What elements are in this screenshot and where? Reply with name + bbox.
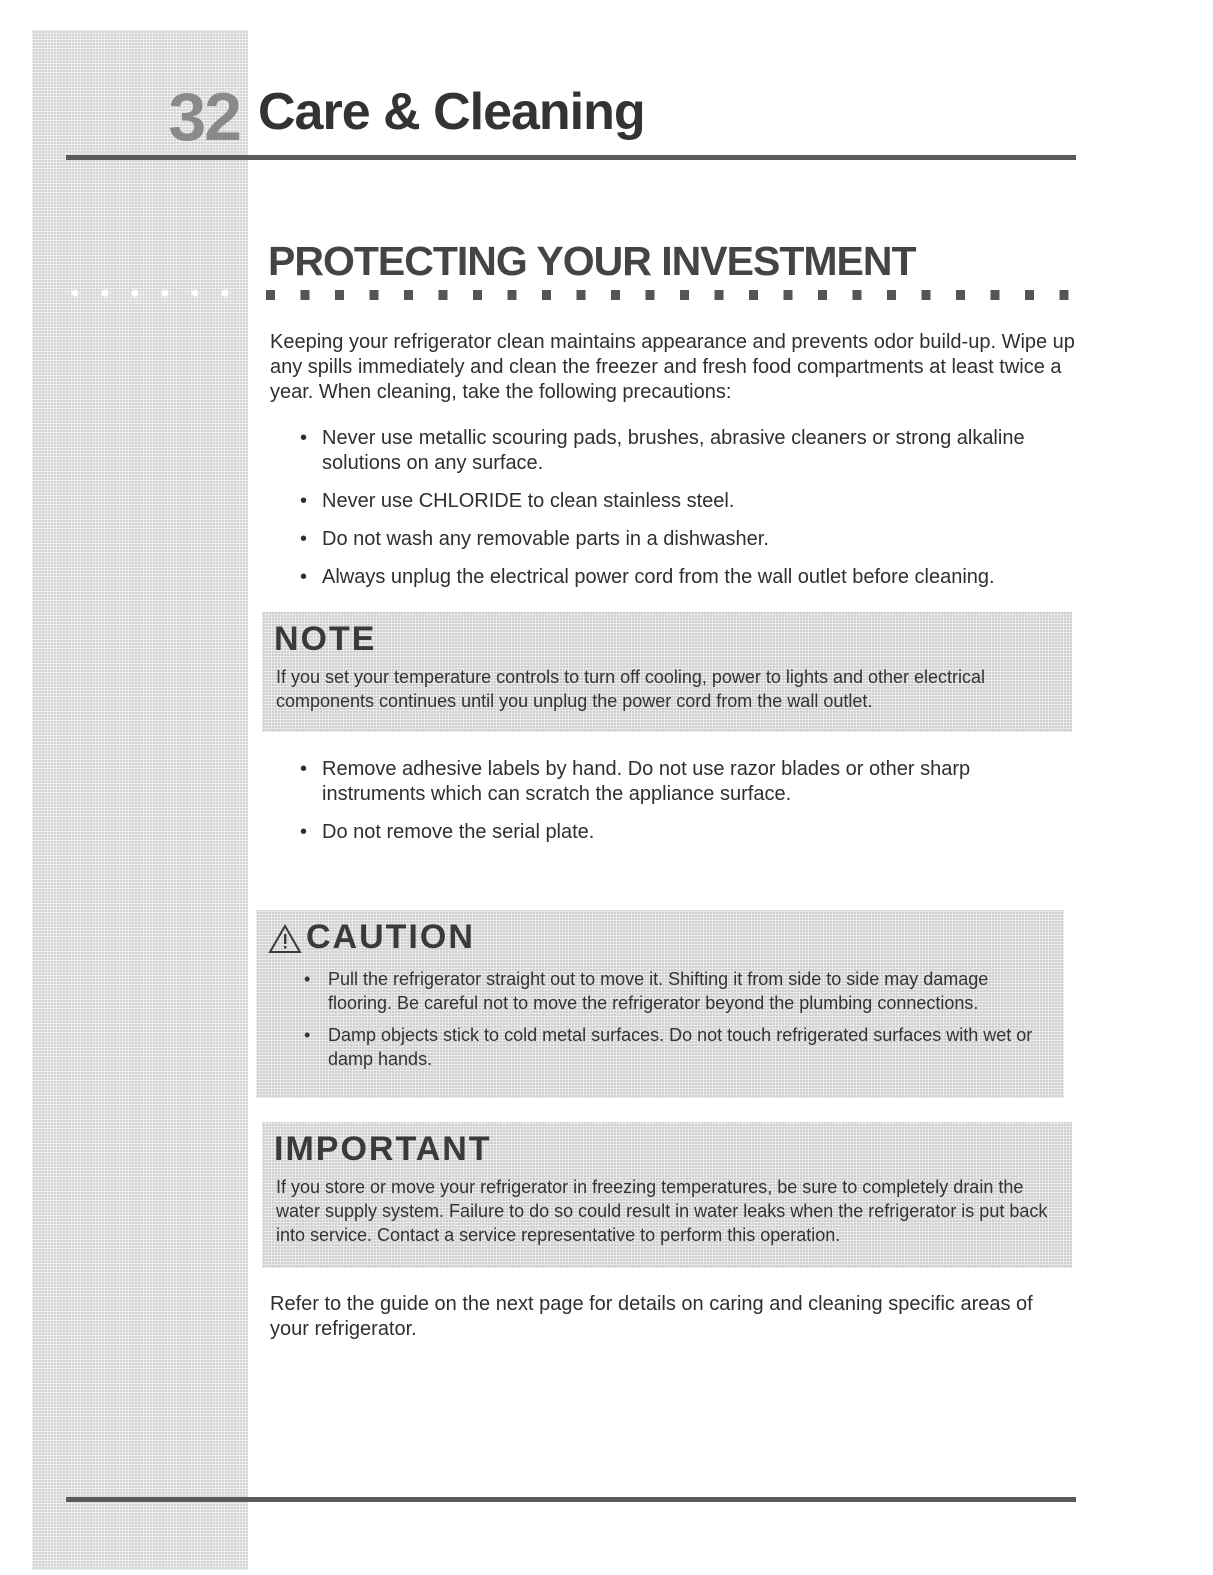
important-text: If you store or move your refrigerator in freezing temperatures, be sure to completely drain the water supply system. Failure to do so could result in water leaks when the refrigerator is put back into service. Contact a service representative to perform this operation. [276,1177,1048,1245]
header-rule [66,155,1076,160]
bullet-icon: • [304,969,311,989]
list-item: • Damp objects stick to cold metal surfaces. Do not touch refrigerated surfaces with wet or damp hands. [304,1025,1033,1069]
list-item: • Pull the refrigerator straight out to move it. Shifting it from side to side may damage flooring. Be careful not to move the refrigerator beyond the plumbing connections. [304,969,989,1013]
footer-rule [66,1497,1076,1502]
precautions-list [300,426,1076,603]
caution-title: CAUTION [306,918,475,956]
caution-title-row [256,910,1064,957]
outro-paragraph: Refer to the guide on the next page for details on caring and cleaning specific areas of your refrigerator. [270,1293,1033,1340]
important-title: IMPORTANT [274,1130,492,1168]
bullet-icon: • [300,566,308,588]
important-box [262,1122,1072,1268]
list-item: • Never use metallic scouring pads, brushes, abrasive cleaners or strong alkaline solutions on any surface. [300,427,1025,474]
page-number: 32 [168,79,240,155]
note-box [262,612,1072,732]
bullet-icon: • [300,758,308,780]
intro-paragraph: Keeping your refrigerator clean maintains appearance and prevents odor build-up. Wipe up any spills immediately and clean the freezer and fresh food compartments at least twice a year. When cleaning, take the following precautions: [270,331,1075,403]
bullet-icon: • [304,1025,311,1045]
list-item: • Do not wash any removable parts in a dishwasher. [300,528,769,550]
bullet-icon: • [300,821,308,843]
decorative-dots [60,286,240,300]
bullet-icon: • [300,427,308,449]
list-item: • Do not remove the serial plate. [300,821,595,843]
list-item: • Never use CHLORIDE to clean stainless steel. [300,490,735,512]
note-title: NOTE [274,620,377,658]
list-item: • Always unplug the electrical power cord from the wall outlet before cleaning. [300,566,995,588]
warning-triangle-icon [268,924,302,954]
sidebar-pattern [32,30,248,1570]
caution-box [256,910,1064,1098]
additional-precautions-list [300,757,1076,858]
section-heading: PROTECTING YOUR INVESTMENT [268,238,916,284]
note-text: If you set your temperature controls to turn off cooling, power to lights and other electrical components continues until you unplug the power cord from the wall outlet. [276,667,986,711]
bullet-icon: • [300,528,308,550]
page-title: Care & Cleaning [258,83,645,141]
list-item: • Remove adhesive labels by hand. Do not use razor blades or other sharp instruments which can scratch the appliance surface. [300,758,971,805]
decorative-square-row [266,290,1076,300]
caution-list [256,957,1064,1071]
bullet-icon: • [300,490,308,512]
